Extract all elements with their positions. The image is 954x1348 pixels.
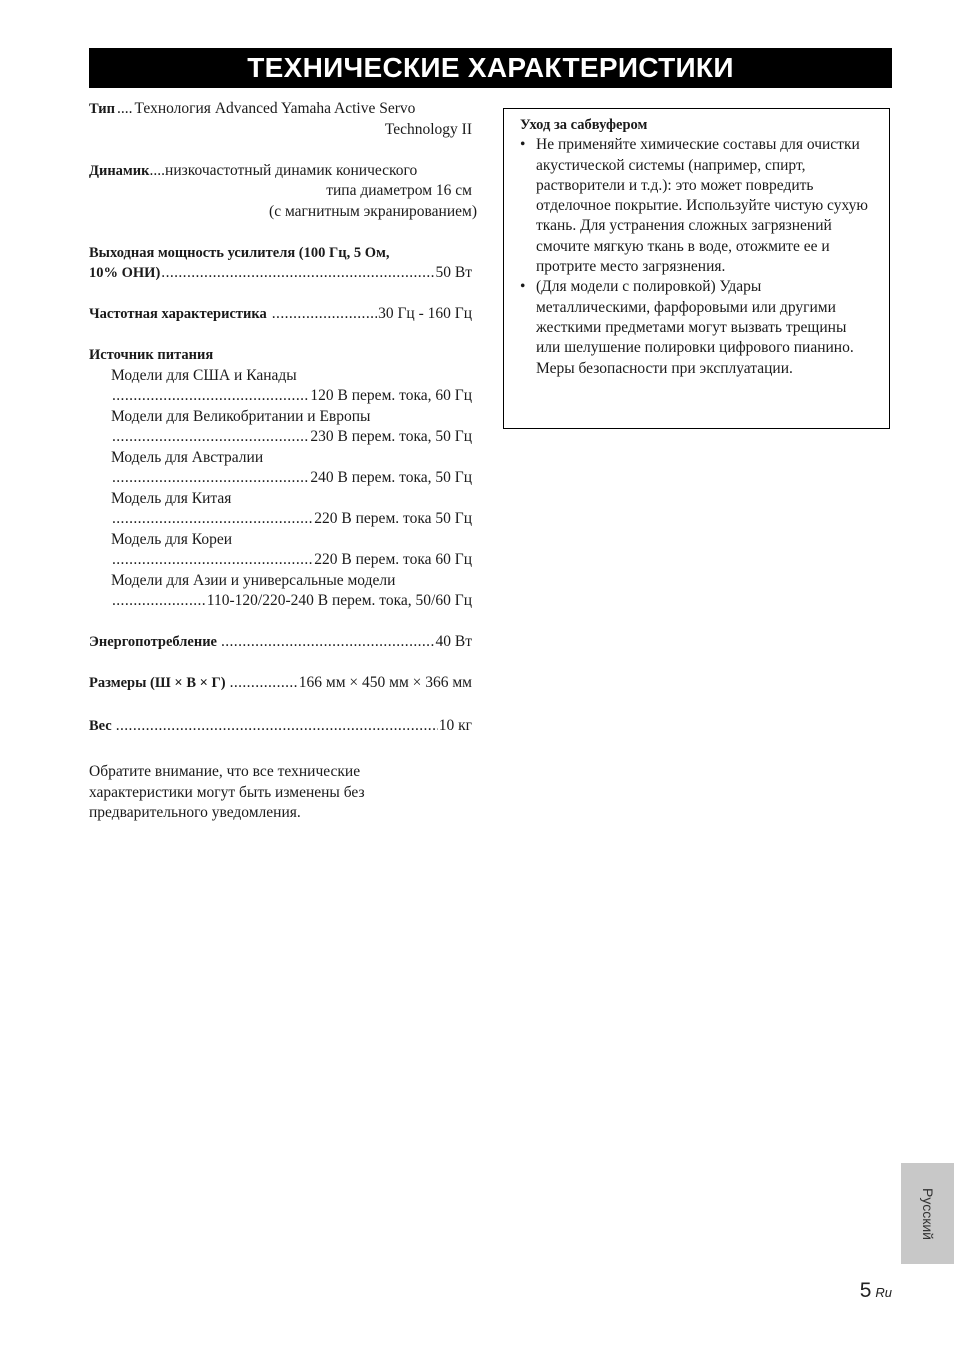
spec-value: 50 Вт [435,264,472,281]
power-model-name: Модель для Кореи [111,530,233,548]
spec-value: Технология Advanced Yamaha Active Servo [134,100,416,117]
spec-change-note: Обратите внимание, что все технические характеристики могут быть изменены без предварительного уведомления. [89,763,365,821]
spec-output-power [89,243,472,284]
power-model-value: 230 В перем. тока, 50 Гц [310,428,472,445]
power-model [89,571,472,612]
spec-type: Тип .... Технология Advanced Yamaha Active Servo Technology II [89,99,472,140]
power-model-name: Модель для Китая [111,489,232,507]
care-item-text: (Для модели с полировкой) Удары металлическими, фарфоровыми или другими жесткими предметами могут вызвать трещины или шелушение полировки цифрового пианино. Меры безопасности при эксплуатации. [536,278,854,377]
spec-weight [89,716,472,737]
spec-label: Источник питания [89,347,214,363]
spec-label: Вес [89,717,112,734]
power-model-name: Модели для Азии и универсальные модели [111,571,396,589]
page-number [860,1279,892,1303]
spec-dimensions [89,673,472,694]
care-item-text: Не применяйте химические составы для очистки акустической системы (например, спирт, растворители и т.д.): это может повредить отделочное покрытие. Используйте чистую сухую ткань. Для устранения сложных загрязнений смочите мягкую ткань в воде, отожмите ее и протрите место загрязнения. [536,136,868,276]
dot-leader [272,304,377,325]
spec-label-continued: 10% ОНИ) [89,265,161,281]
power-model-name: Модели для Великобритании и Европы [111,407,371,425]
power-model [89,366,472,407]
spec-label: Динамик [89,162,150,179]
spec-value: 10 кг [438,716,472,734]
dot-leader [112,591,206,612]
dot-leader [112,550,313,571]
spec-label: Энергопотребление [89,634,217,650]
power-model-name: Модель для Австралии [111,448,264,466]
page-title: ТЕХНИЧЕСКИЕ ХАРАКТЕРИСТИКИ [89,48,892,88]
care-box [503,108,890,429]
dot-leader [112,509,313,530]
spec-value: 40 Вт [435,633,472,650]
dot-leader [112,468,309,489]
dot-leader [161,263,434,284]
specifications-column [89,99,477,824]
power-model [89,407,472,448]
power-model [89,489,472,530]
language-tab [901,1163,954,1264]
spec-label: Тип [89,101,116,117]
power-model [89,530,472,571]
spec-value-continued: типа диаметром 16 см [326,182,472,199]
dot-leader [112,427,309,448]
power-model-value: 240 В перем. тока, 50 Гц [310,469,472,486]
power-model-value: 220 В перем. тока 50 Гц [314,510,472,527]
list-item [520,277,873,378]
dot-leader [116,716,438,737]
spec-value-continued: (с магнитным экранированием) [269,202,477,220]
care-list [520,135,873,379]
power-model-value: 220 В перем. тока 60 Гц [314,551,472,568]
spec-value: низкочастотный динамик конического [165,161,418,179]
spec-value-continued: Technology II [384,120,472,138]
language-tab-label: Русский [919,1187,936,1240]
spec-label: Размеры (Ш × В × Г) [89,675,226,691]
dot-leader [230,673,298,694]
care-box-title: Уход за сабвуфером [520,117,648,133]
spec-consumption [89,632,472,653]
spec-value: 166 мм × 450 мм × 366 мм [298,674,472,691]
dot-leader [112,386,309,407]
power-model [89,448,472,489]
power-model-name: Модели для США и Канады [111,366,297,384]
spec-power-supply [89,345,472,612]
dot-leader [221,632,435,653]
bullet-icon: • [520,136,526,154]
spec-value: 30 Гц - 160 Гц [378,305,472,322]
spec-frequency [89,304,472,325]
page-lang-code: Ru [875,1285,892,1300]
power-model-value: 120 В перем. тока, 60 Гц [310,387,472,404]
spec-label: Частотная характеристика [89,306,267,322]
bullet-icon: • [520,278,526,296]
power-model-value: 110-120/220-240 В перем. тока, 50/60 Гц [206,592,472,609]
spec-label: Выходная мощность усилителя (100 Гц, 5 Ом, [89,244,390,261]
page-number-value: 5 [859,1279,872,1302]
spec-driver: Динамик .... низкочастотный динамик конического типа диаметром 16 см (с магнитным экранированием) [89,161,472,223]
list-item [520,135,873,277]
